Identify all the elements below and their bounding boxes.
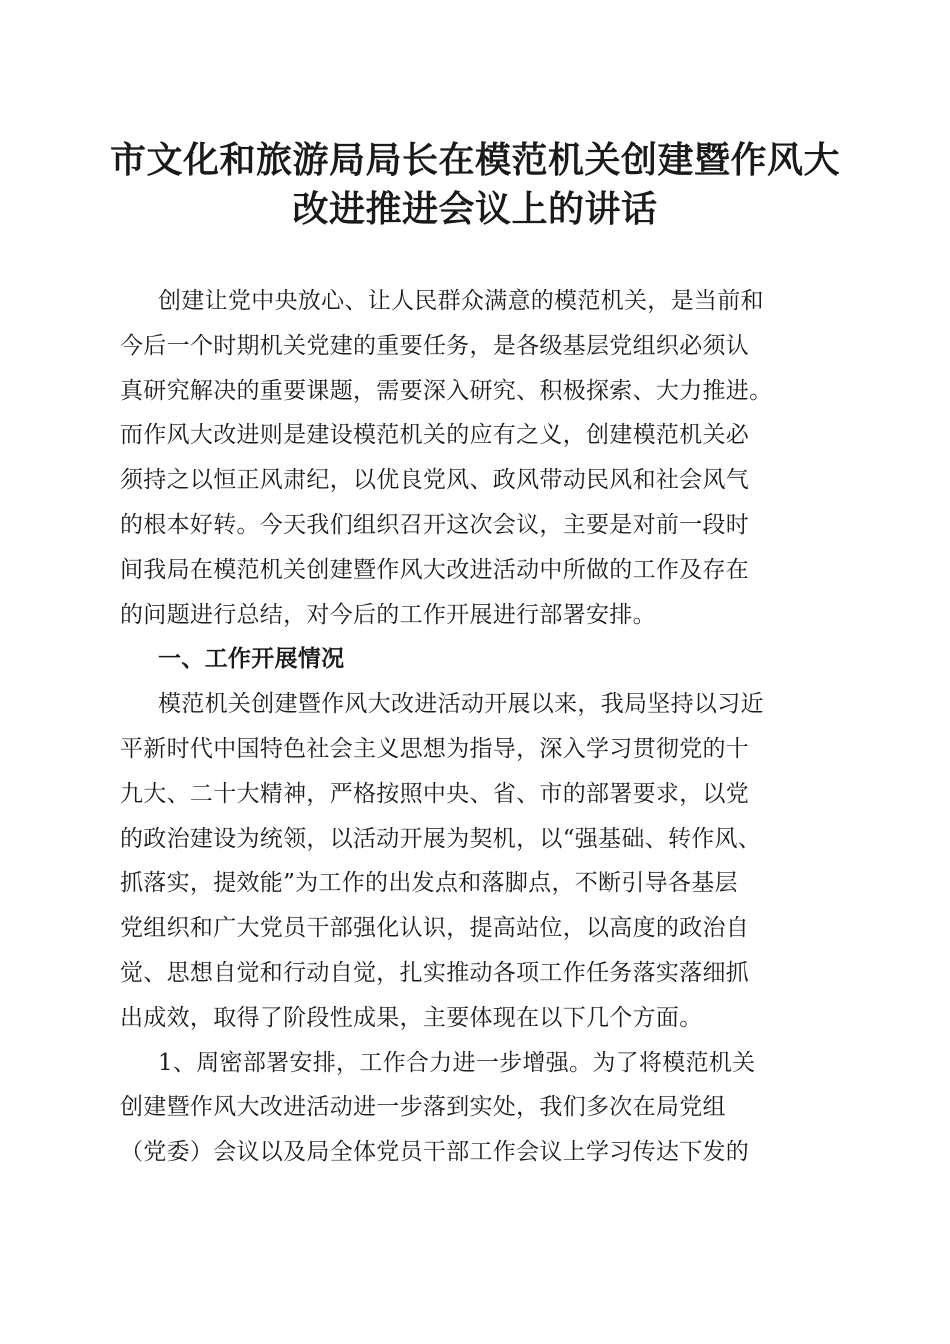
paragraph-work-overview bbox=[120, 682, 840, 1040]
text-line: 创建让党中央放心、让人民群众满意的模范机关，是当前和 bbox=[158, 288, 764, 314]
paragraph-point-1 bbox=[120, 1041, 840, 1175]
text-line: 九大、二十大精神，严格按照中央、省、市的部署要求，以党 bbox=[120, 780, 750, 807]
text-line: 真研究解决的重要课题，需要深入研究、积极探索、大力推进。 bbox=[120, 377, 773, 404]
text-line: 觉、思想自觉和行动自觉，扎实推动各项工作任务落实落细抓 bbox=[120, 959, 750, 986]
paragraph-intro bbox=[120, 279, 840, 637]
section-heading: 一、工作开展情况 bbox=[158, 646, 345, 673]
text-line: 抓落实，提效能”为工作的出发点和落脚点，不断引导各基层 bbox=[120, 870, 738, 897]
title-line-2: 改进推进会议上的讲话 bbox=[292, 188, 658, 230]
text-line: 1、周密部署安排，工作合力进一步增强。为了将模范机关 bbox=[158, 1049, 756, 1076]
text-line: 而作风大改进则是建设模范机关的应有之义，创建模范机关必 bbox=[120, 422, 750, 449]
text-line: （党委）会议以及局全体党员干部工作会议上学习传达下发的 bbox=[120, 1139, 750, 1166]
title-line-1: 市文化和旅游局局长在模范机关创建暨作风大 bbox=[109, 139, 840, 181]
document-title bbox=[100, 136, 850, 234]
text-line: 模范机关创建暨作风大改进活动开展以来，我局坚持以习近 bbox=[158, 691, 764, 718]
text-line: 的问题进行总结，对今后的工作开展进行部署安排。 bbox=[120, 601, 656, 628]
text-line: 须持之以恒正风肃纪，以优良党风、政风带动民风和社会风气 bbox=[120, 467, 750, 494]
text-line: 的政治建设为统领，以活动开展为契机，以“强基础、转作风、 bbox=[120, 825, 762, 852]
text-line: 今后一个时期机关党建的重要任务，是各级基层党组织必须认 bbox=[120, 332, 750, 359]
text-line: 的根本好转。今天我们组织召开这次会议，主要是对前一段时 bbox=[120, 511, 750, 538]
text-line: 出成效，取得了阶段性成果，主要体现在以下几个方面。 bbox=[120, 1004, 703, 1031]
text-line: 间我局在模范机关创建暨作风大改进活动中所做的工作及存在 bbox=[120, 556, 750, 583]
text-line: 党组织和广大党员干部强化认识，提高站位，以高度的政治自 bbox=[120, 915, 750, 942]
document-body bbox=[120, 279, 840, 1175]
text-line: 创建暨作风大改进活动进一步落到实处，我们多次在局党组 bbox=[120, 1094, 726, 1121]
text-line: 平新时代中国特色社会主义思想为指导，深入学习贯彻党的十 bbox=[120, 735, 750, 762]
